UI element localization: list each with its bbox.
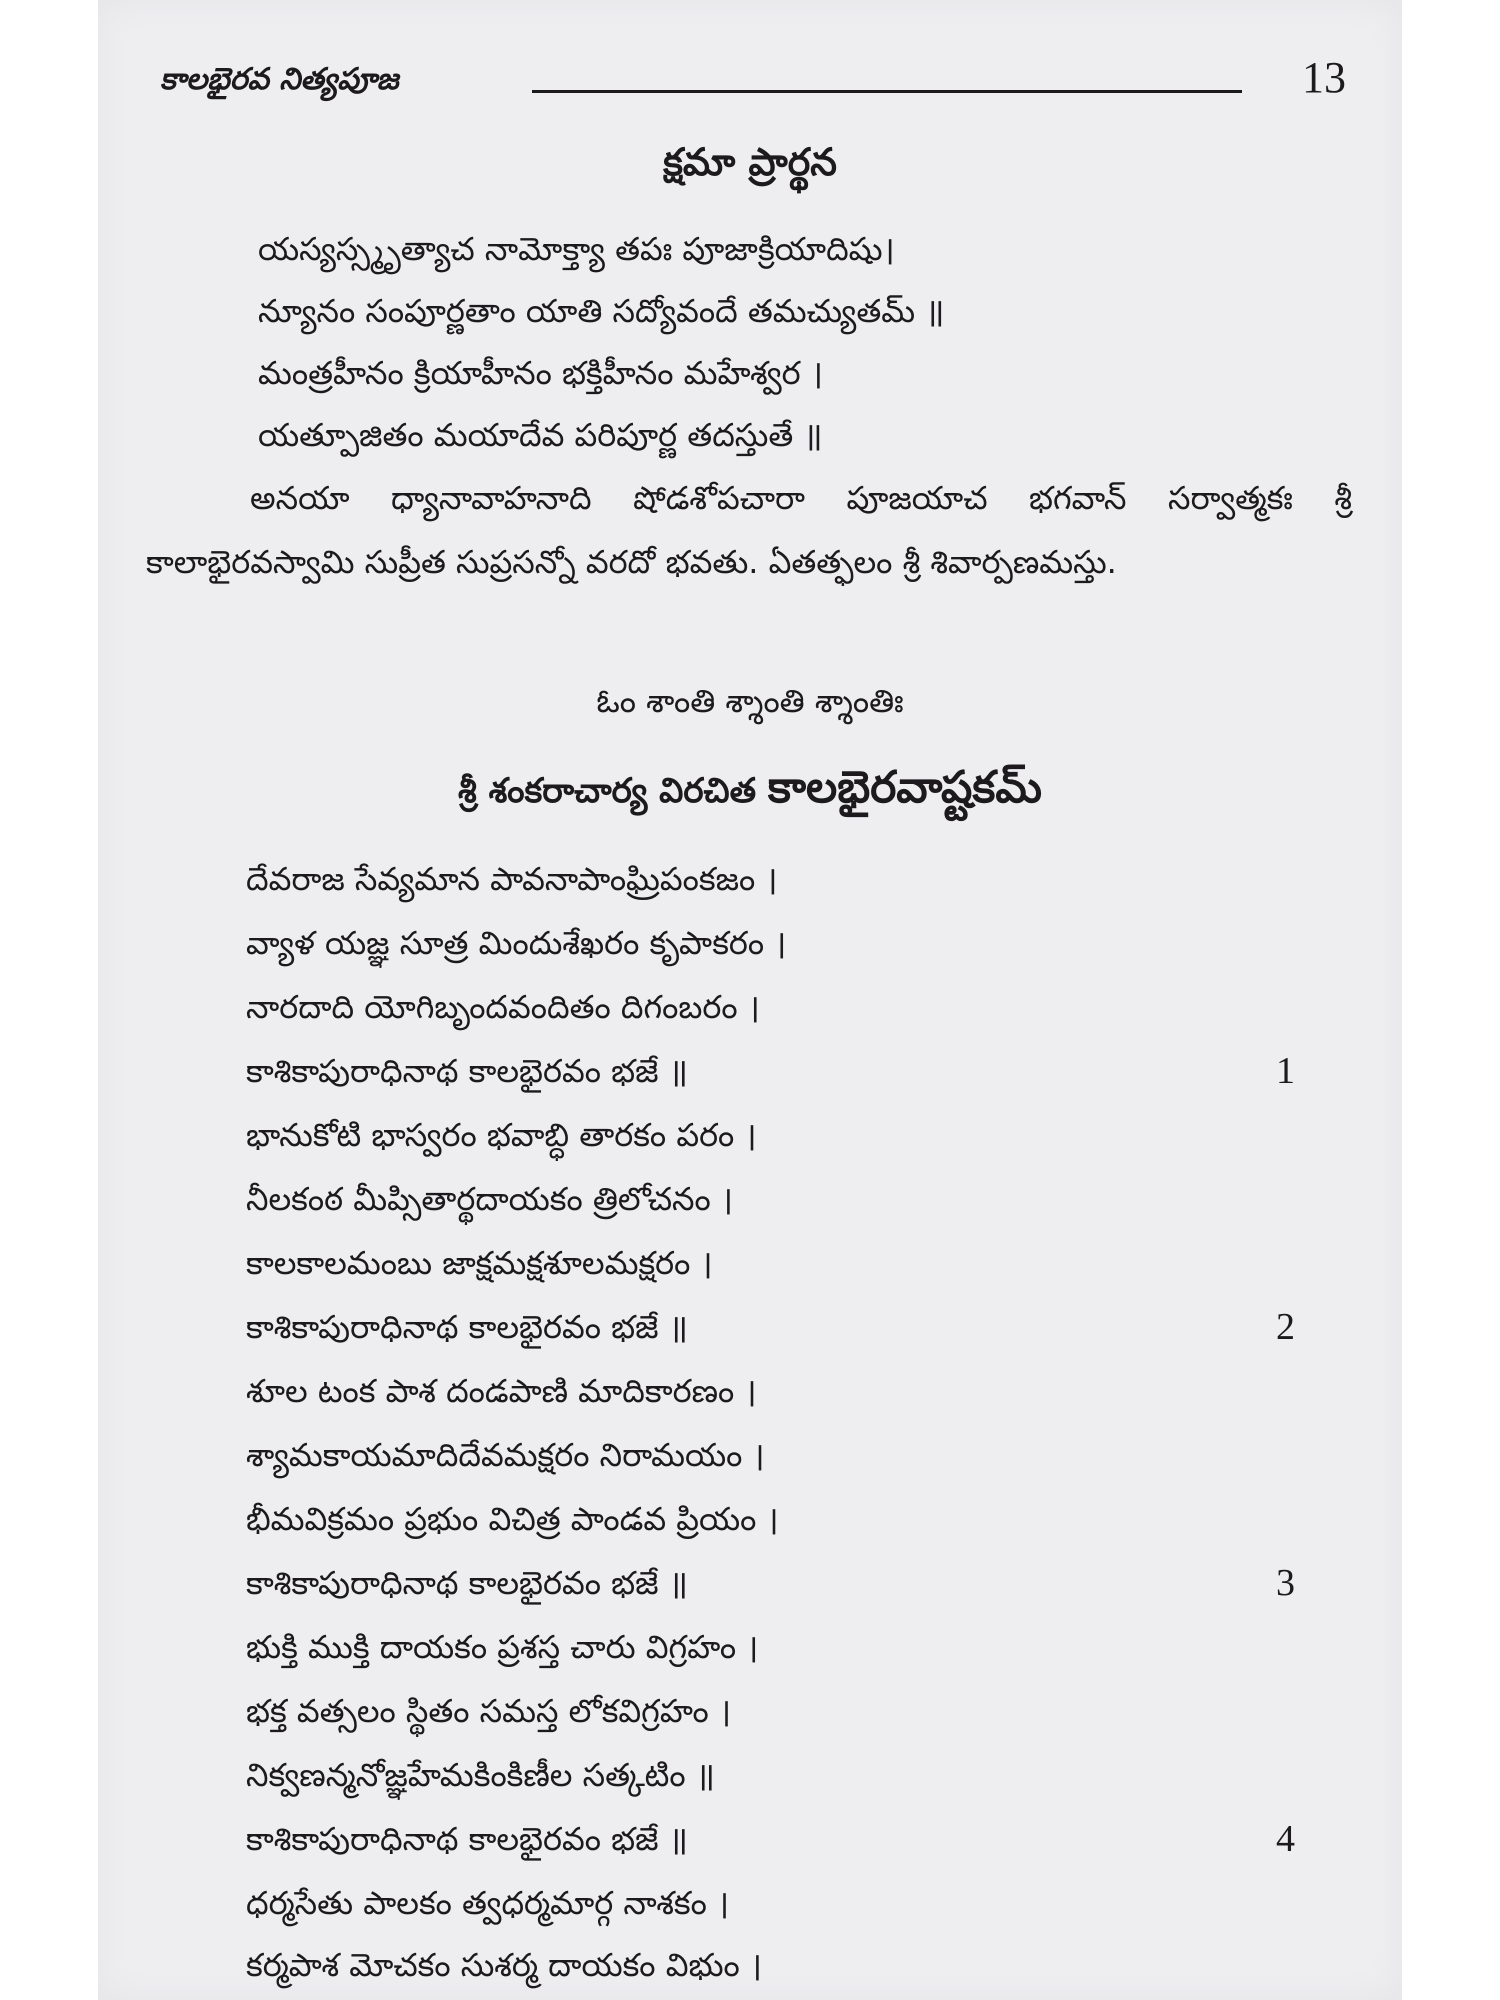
page-number: 13 xyxy=(1302,53,1346,102)
title-main: కాలభైరవాష్టకమ్ xyxy=(767,762,1042,813)
verse-number: 2 xyxy=(1276,1306,1295,1348)
verse-number: 1 xyxy=(1276,1050,1295,1092)
verse-line: యస్యస్స్మృత్యాచ నామోక్త్యా తపః పూజాక్రియాదిషు। xyxy=(258,230,895,268)
stanza-line: శూల టంక పాశ దండపాణి మాదికారణం । xyxy=(246,1372,757,1410)
stanza-line: కర్మపాశ మోచకం సుశర్మ దాయకం విభుం । xyxy=(246,1946,763,1984)
stanza-line: వ్యాళ యజ్ఞ సూత్ర మిందుశేఖరం కృపాకరం । xyxy=(246,924,787,962)
page-header xyxy=(160,52,1350,112)
stanza-line: నిక్వణన్మనోజ్ఞహేమకింకిణీల సత్కటిం ॥ xyxy=(246,1756,715,1794)
verse-line: మంత్రహీనం క్రియాహీనం భక్తిహీనం మహేశ్వర । xyxy=(258,354,823,392)
stanza-line: నీలకంఠ మీప్సితార్థదాయకం త్రిలోచనం । xyxy=(246,1180,734,1218)
stanza-line: కాశికాపురాధినాథ కాలభైరవం భజే ॥ xyxy=(246,1052,688,1090)
header-rule xyxy=(532,90,1242,93)
stanza-line: కాశికాపురాధినాథ కాలభైరవం భజే ॥ xyxy=(246,1308,688,1346)
stanza-line: భక్త వత్సలం స్థితం సమస్త లోకవిగ్రహం । xyxy=(246,1692,732,1730)
verse-line: యత్పూజితం మయాదేవ పరిపూర్ణ తదస్తుతే ॥ xyxy=(258,416,823,454)
title-prefix: శ్రీ శంకరాచార్య విరచిత xyxy=(458,771,757,811)
stanza-line: భుక్తి ముక్తి దాయకం ప్రశస్త చారు విగ్రహం । xyxy=(246,1628,759,1666)
stanza-line: కాశికాపురాధినాథ కాలభైరవం భజే ॥ xyxy=(246,1564,688,1602)
verse-number: 3 xyxy=(1276,1562,1295,1604)
stanza-line: భీమవిక్రమం ప్రభుం విచిత్ర పాండవ ప్రియం । xyxy=(246,1500,779,1538)
verse-number: 4 xyxy=(1276,1818,1295,1860)
stanza-line: కాశికాపురాధినాథ కాలభైరవం భజే ॥ xyxy=(246,1820,688,1858)
section-title-kshama-prarthana: క్షమా ప్రార్థన xyxy=(663,140,837,184)
shanti-line: ఓం శాంతి శ్శాంతి శ్శాంతిః xyxy=(596,682,904,720)
stanza-line: భానుకోటి భాస్వరం భవాబ్ధి తారకం పరం । xyxy=(246,1116,757,1154)
stanza-line: శ్యామకాయమాదిదేవమక్షరం నిరామయం । xyxy=(246,1436,765,1474)
stanza-line: నారదాది యోగిబృందవందితం దిగంబరం । xyxy=(246,988,760,1026)
stanza-line: కాలకాలమంబు జాక్షమక్షశూలమక్షరం । xyxy=(246,1244,713,1282)
section-title-kalabhairavashtakam xyxy=(98,762,1402,824)
verse-line: న్యూనం సంపూర్ణతాం యాతి సద్యోవందే తమచ్యుతమ్ ॥ xyxy=(258,292,945,330)
stanza-line: దేవరాజ సేవ్యమాన పావనాపాంఘ్రిపంకజం । xyxy=(246,860,778,898)
running-title: కాలభైరవ నిత్యపూజ xyxy=(160,62,399,97)
book-page xyxy=(98,0,1402,2000)
closing-paragraph: అనయా ధ్యానావాహనాది షోడశోపచారా పూజయాచ భగవాన్ సర్వాత్మకః శ్రీ కాలాభైరవస్వామి సుప్రీత సుప్రసన్నో వరదో భవతు. ఏతత్ఫలం శ్రీ శివార్పణమస్తు. xyxy=(146,479,1352,581)
stanza-line: ధర్మసేతు పాలకం త్వధర్మమార్గ నాశకం । xyxy=(246,1884,730,1922)
